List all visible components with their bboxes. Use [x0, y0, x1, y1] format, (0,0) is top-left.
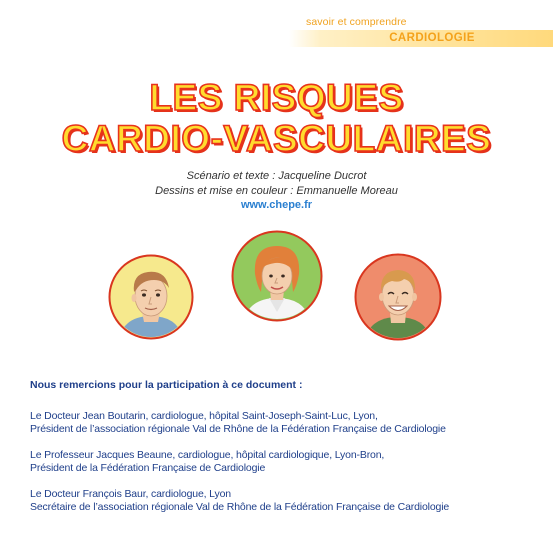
contributor-name: Le Professeur Jacques Beaune, cardiologue, hôpital cardiologique, Lyon-Bron,	[30, 449, 385, 461]
contributor-name: Le Docteur Jean Boutarin, cardiologue, hôpital Saint-Joseph-Saint-Luc, Lyon,	[30, 410, 378, 422]
category-label: CARDIOLOGIE	[389, 32, 475, 44]
contributor-role: Président de la Fédération Française de Cardiologie	[30, 462, 266, 474]
smiling-man-portrait-icon	[354, 253, 442, 341]
section-kicker: savoir et comprendre	[306, 16, 407, 28]
contributor-name: Le Docteur François Baur, cardiologue, Lyon	[30, 488, 231, 500]
contributor-role: Secrétaire de l’association régionale Val de Rhône de la Fédération Française de Cardiologie	[30, 501, 450, 513]
acknowledgements-heading: Nous remercions pour la participation à ce document :	[30, 379, 303, 391]
contributor-entry	[30, 488, 449, 514]
website-link[interactable]: www.chepe.fr	[240, 199, 313, 211]
drawings-credit: Dessins et mise en couleur : Emmanuelle Moreau	[155, 185, 398, 197]
woman-portrait-icon	[231, 230, 323, 322]
contributor-entry	[30, 410, 446, 436]
title-line-1: LES RISQUES	[149, 77, 404, 118]
contributor-entry	[30, 449, 384, 475]
man-portrait-icon	[108, 254, 194, 340]
contributor-role: Président de l’association régionale Val de Rhône de la Fédération Française de Cardiologie	[30, 423, 446, 435]
scenario-credit: Scénario et texte : Jacqueline Ducrot	[186, 170, 367, 182]
title-line-2: CARDIO-VASCULAIRES	[61, 118, 492, 159]
